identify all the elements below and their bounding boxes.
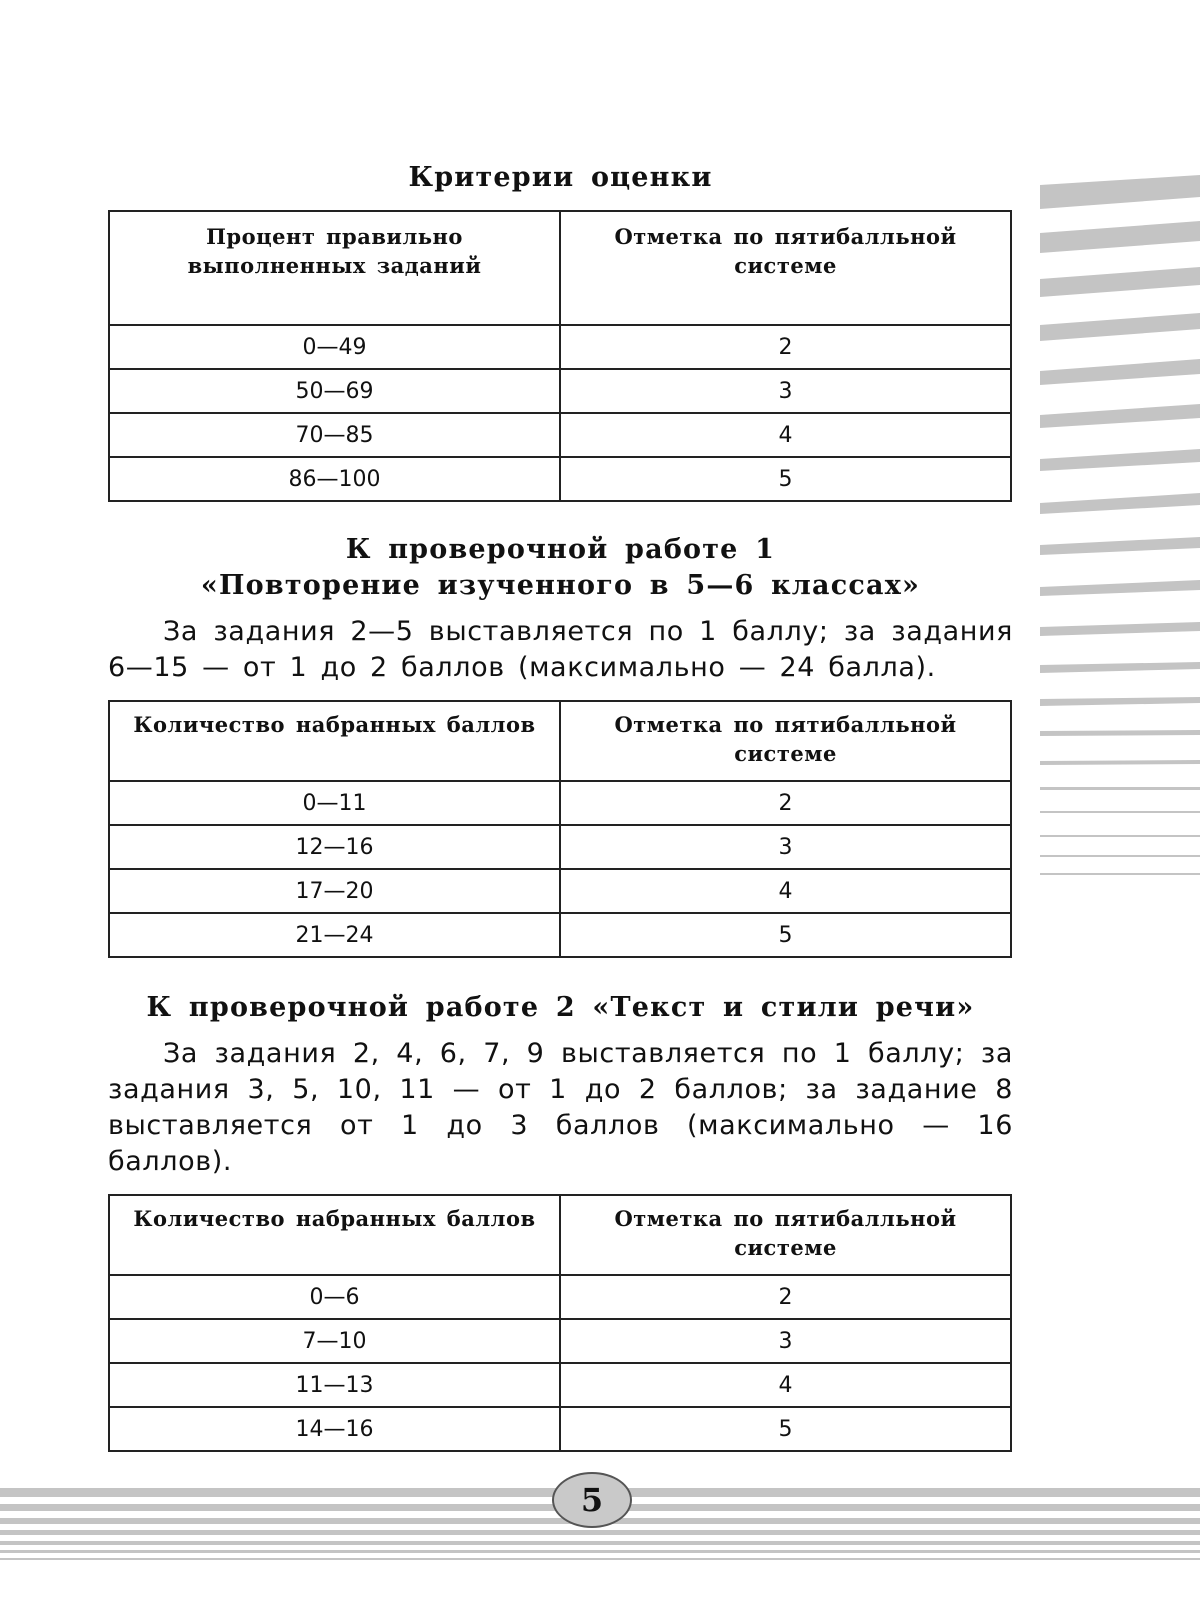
header-points: Количество набранных баллов: [109, 701, 560, 781]
work1-table: [108, 700, 1012, 958]
grade-cell: 2: [560, 781, 1011, 825]
range-cell: 86—100: [109, 457, 560, 501]
table-row: [109, 869, 1011, 913]
range-cell: 50—69: [109, 369, 560, 413]
work1-text: [108, 614, 1013, 686]
table-row: [109, 325, 1011, 369]
table-header-row: [109, 1195, 1011, 1275]
table-row: [109, 781, 1011, 825]
criteria-table: [108, 210, 1012, 502]
criteria-title: Критерии оценки: [408, 162, 713, 193]
header-points: Количество набранных баллов: [109, 1195, 560, 1275]
grade-cell: 3: [560, 825, 1011, 869]
content: [108, 160, 1013, 1452]
work1-text-content: За задания 2—5 выставляется по 1 баллу; за задания 6—15 — от 1 до 2 баллов (максимально — 24 балла).: [108, 616, 1013, 683]
table-header-row: [109, 211, 1011, 325]
table-row: [109, 825, 1011, 869]
header-grade: Отметка по пятибалльной системе: [560, 211, 1011, 325]
range-cell: 0—11: [109, 781, 560, 825]
grade-cell: 2: [560, 325, 1011, 369]
table-row: [109, 369, 1011, 413]
range-cell: 14—16: [109, 1407, 560, 1451]
range-cell: 12—16: [109, 825, 560, 869]
grade-cell: 5: [560, 913, 1011, 957]
table-row: [109, 413, 1011, 457]
range-cell: 7—10: [109, 1319, 560, 1363]
range-cell: 21—24: [109, 913, 560, 957]
work2-text-content: За задания 2, 4, 6, 7, 9 выставляется по 1 баллу; за задания 3, 5, 10, 11 — от 1 до 2 баллов; за задание 8 выставляется от 1 до 3 баллов (максимально — 16 баллов).: [108, 1038, 1013, 1177]
range-cell: 0—6: [109, 1275, 560, 1319]
work1-title-line2: «Повторение изученного в 5—6 классах»: [200, 570, 921, 601]
table-header-row: [109, 701, 1011, 781]
range-cell: 70—85: [109, 413, 560, 457]
grade-cell: 5: [560, 1407, 1011, 1451]
table-row: [109, 457, 1011, 501]
work2-title: К проверочной работе 2 «Текст и стили речи»: [146, 992, 975, 1023]
grade-cell: 3: [560, 369, 1011, 413]
decorative-stripes-right: [1040, 175, 1200, 895]
grade-cell: 4: [560, 413, 1011, 457]
work1-title-line1: К проверочной работе 1: [345, 534, 776, 565]
grade-cell: 5: [560, 457, 1011, 501]
page-number: 5: [552, 1472, 632, 1528]
table-row: [109, 1275, 1011, 1319]
grade-cell: 4: [560, 869, 1011, 913]
table-row: [109, 1363, 1011, 1407]
table-row: [109, 1319, 1011, 1363]
header-grade: Отметка по пятибалльной системе: [560, 1195, 1011, 1275]
range-cell: 17—20: [109, 869, 560, 913]
range-cell: 11—13: [109, 1363, 560, 1407]
header-percent: Процент правильно выполненных заданий: [109, 211, 560, 325]
grade-cell: 2: [560, 1275, 1011, 1319]
grade-cell: 4: [560, 1363, 1011, 1407]
header-grade: Отметка по пятибалльной системе: [560, 701, 1011, 781]
work2-text: [108, 1036, 1013, 1180]
table-row: [109, 913, 1011, 957]
table-row: [109, 1407, 1011, 1451]
grade-cell: 3: [560, 1319, 1011, 1363]
range-cell: 0—49: [109, 325, 560, 369]
work2-table: [108, 1194, 1012, 1452]
